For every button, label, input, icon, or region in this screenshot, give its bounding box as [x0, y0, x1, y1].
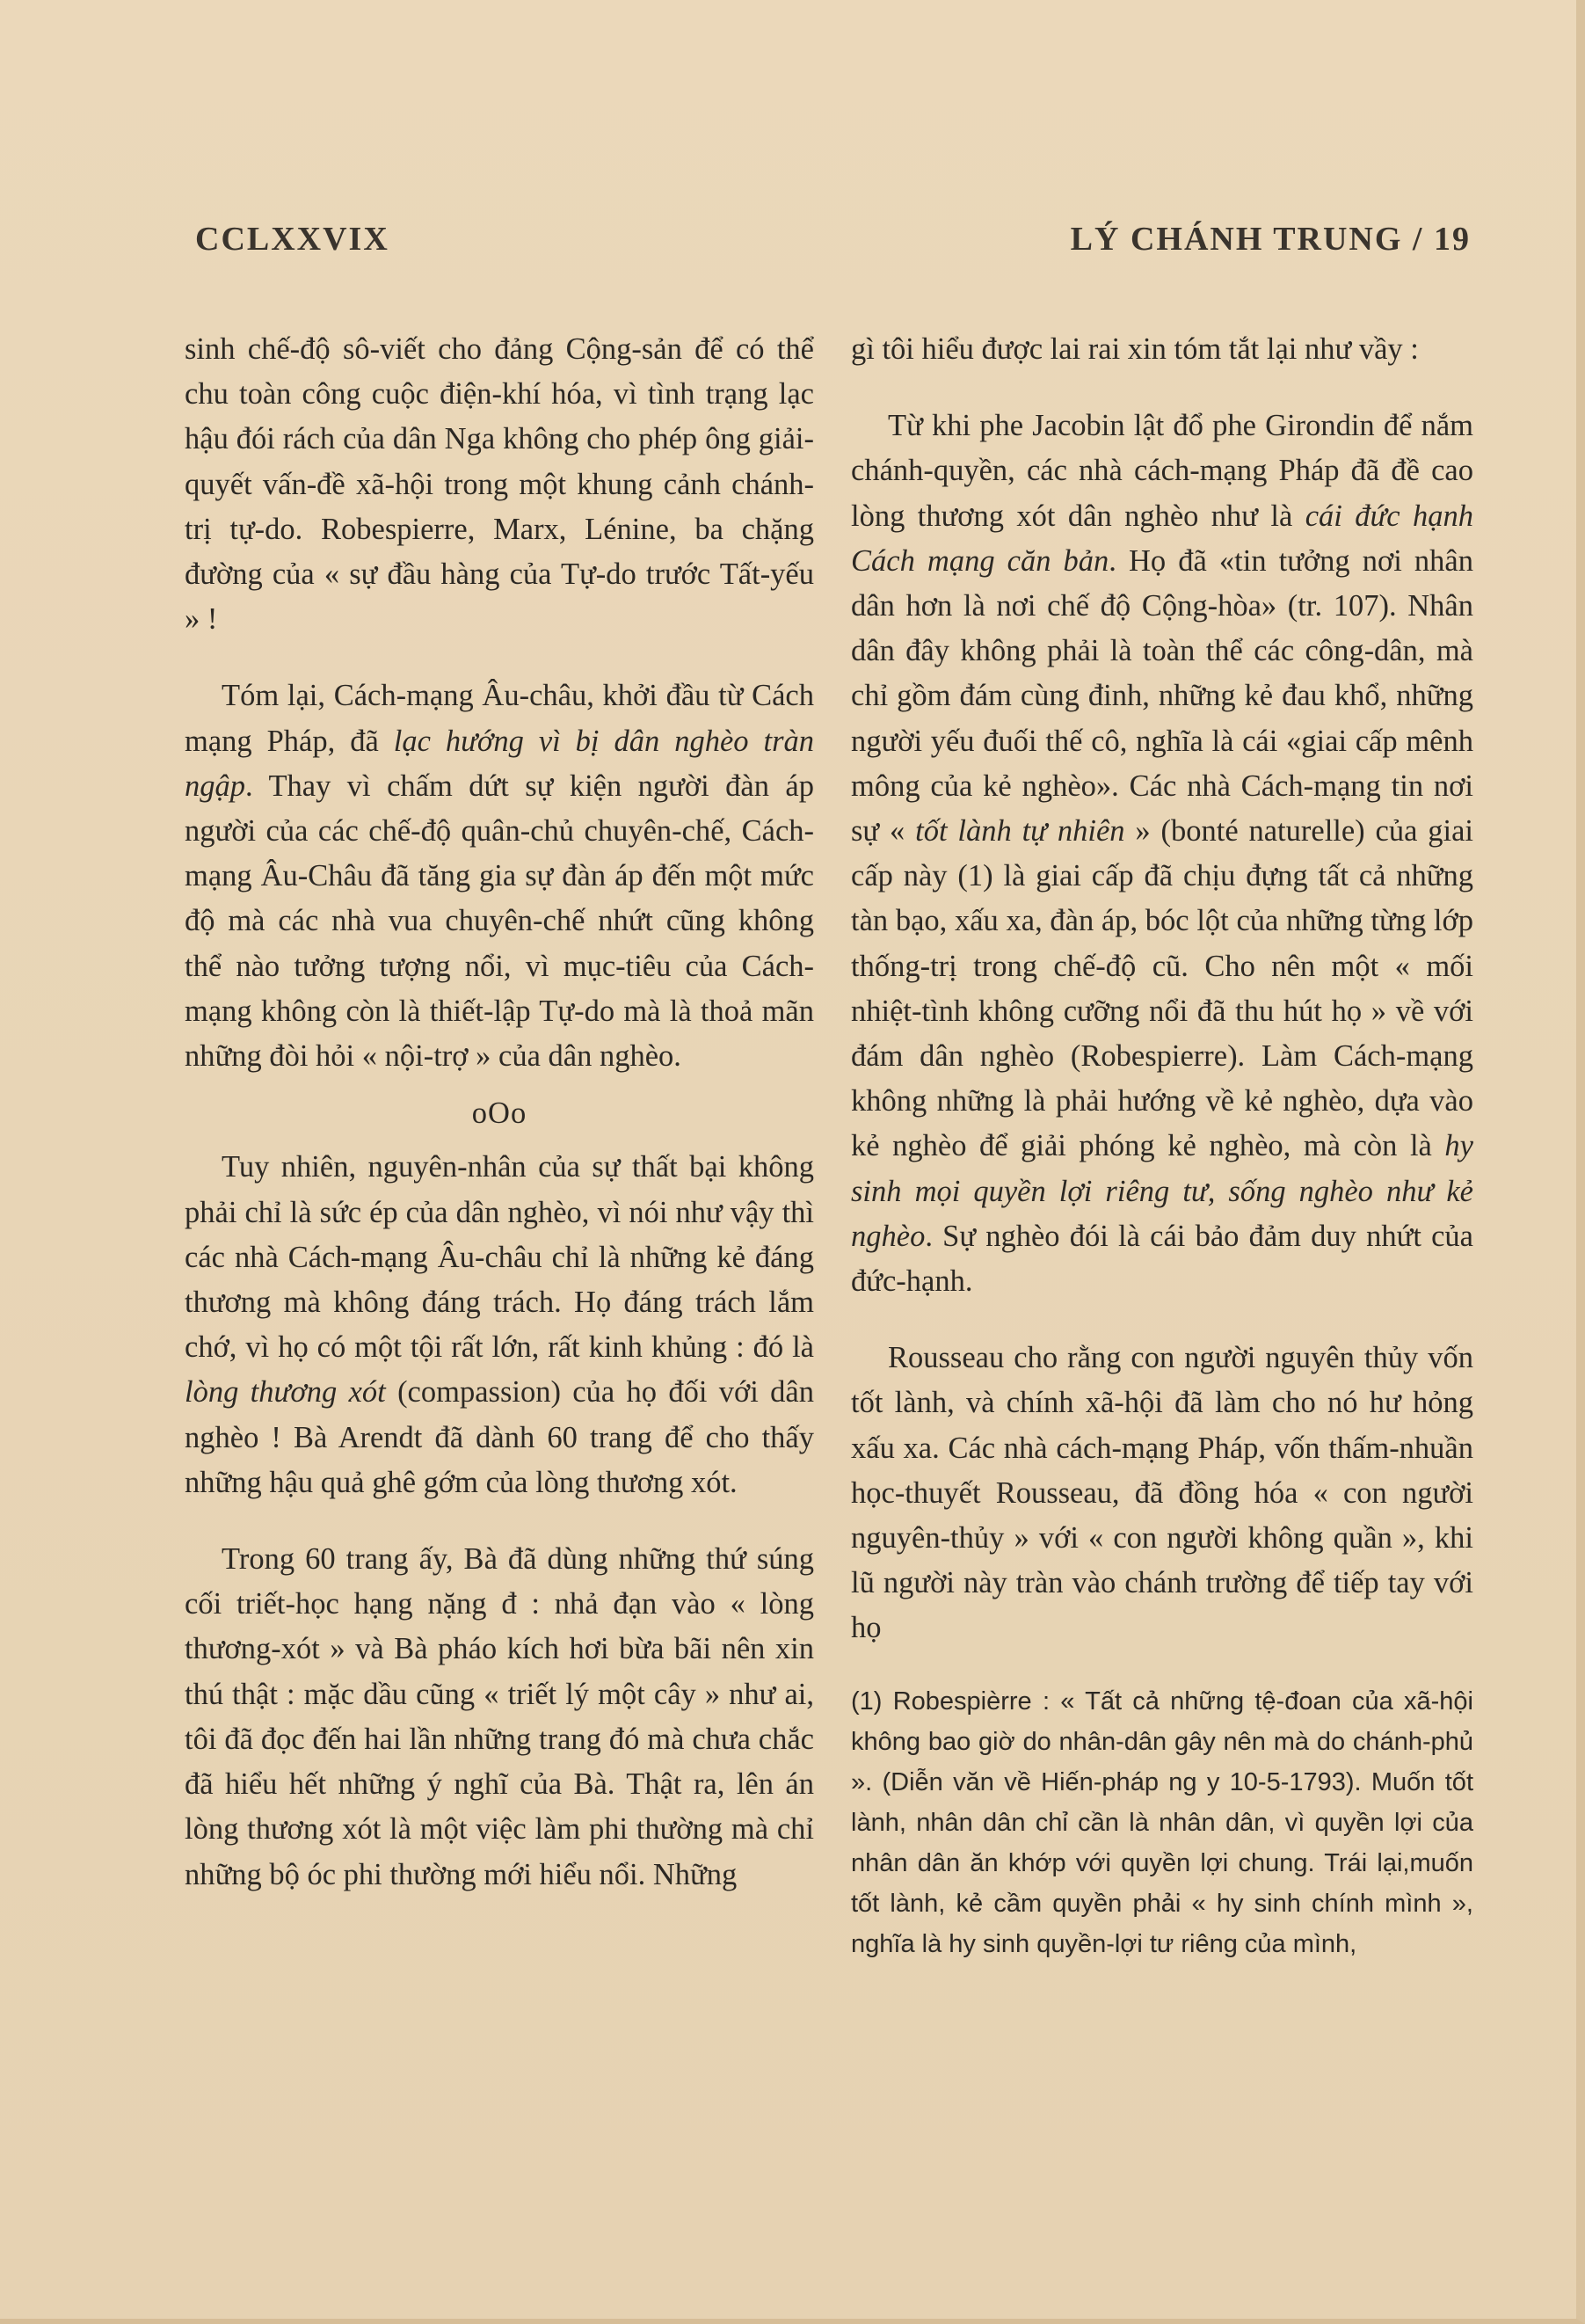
italic-text: lòng thương xót: [185, 1375, 386, 1410]
text-run: . Sự nghèo đói là cái bảo đảm duy nhứt của đức-hạnh.: [851, 1219, 1473, 1299]
text-run: . Thay vì chấm dứt sự kiện người đàn áp người của các chế-độ quân-chủ chuyên-chế, Cách-mạng Âu-Châu đã tăng gia sự đàn áp đến một mức độ mà các nhà vua chuyên-chế nhứt cũng không thể nào tưởng tượng nổi, vì mục-tiêu của Cách-mạng không còn là thiết-lập Tự-do mà là thoả mãn những đòi hỏi « nội-trợ » của dân nghèo.: [185, 769, 814, 1074]
header-author-page-number: LÝ CHÁNH TRUNG / 19: [1070, 221, 1471, 258]
text-run: Trong 60 trang ấy, Bà đã dùng những thứ súng cối triết-học hạng nặng đ : nhả đạn vào « lòng thương-xót » và Bà pháo kích hơi bừa bãi nên xin thú thật : mặc dầu cũng « triết lý một cây » như ai, tôi đã đọc đến hai lần những trang đó mà chưa chắc đã hiểu hết những ý nghĩ của Bà. Thật ra, lên án lòng thương xót là một việc làm phi thường mà chỉ những bộ óc phi thường mới hiểu nổi. Những: [185, 1542, 814, 1891]
paragraph: [851, 327, 1473, 372]
text-run: oOo: [471, 1096, 527, 1131]
text-run: (compassion) của họ đối với dân nghèo ! Bà Arendt đã dành 60 trang để cho thấy những hậu quả ghê gớm của lòng thương xót.: [185, 1375, 814, 1499]
paragraph: [185, 1537, 814, 1898]
paragraph: [185, 1145, 814, 1505]
paragraph-gap: [851, 372, 1473, 404]
text-run: Tuy nhiên, nguyên-nhân của sự thất bại không phải chỉ là sức ép của dân nghèo, vì nói như vậy thì các nhà Cách-mạng Âu-châu chỉ là những kẻ đáng thương mà không đáng trách. Họ đáng trách lắm chớ, vì họ có một tội rất lớn, rất kinh khủng : đó là: [185, 1150, 814, 1365]
italic-text: hy sinh mọi quyền lợi riêng tư, sống nghèo như kẻ nghèo: [851, 1129, 1473, 1253]
footnote: [851, 1681, 1473, 1964]
text-run: gì tôi hiểu được lai rai xin tóm tắt lại như vầy :: [851, 332, 1419, 366]
paragraph: [851, 404, 1473, 1304]
text-run: Từ khi phe Jacobin lật đổ phe Girondin để nắm chánh-quyền, các nhà cách-mạng Pháp đã đề cao lòng thương xót dân nghèo như là: [851, 409, 1473, 533]
paragraph: [185, 674, 814, 1079]
text-run: sinh chế-độ sô-viết cho đảng Cộng-sản để có thể chu toàn công cuộc điện-khí hóa, vì tình trạng lạc hậu đói rách của dân Nga không cho phép ông giải-quyết vấn-đề xã-hội trong một khung cảnh chánh-trị tự-do. Robespierre, Marx, Lénine, ba chặng đường của « sự đầu hàng của Tự-do trước Tất-yếu » !: [185, 332, 814, 637]
italic-text: tốt lành tự nhiên: [915, 814, 1125, 849]
header-page-code: CCLXXVIX: [195, 221, 389, 258]
text-run: . Họ đã «tin tưởng nơi nhân dân hơn là nơi chế độ Cộng-hòa» (tr. 107). Nhân dân đây không phải là toàn thể các công-dân, mà chỉ gồm đám cùng đinh, những kẻ đau khổ, những người yếu đuối thế cô, nghĩa là cái «giai cấp mênh mông của kẻ nghèo». Các nhà Cách-mạng tin nơi sự «: [851, 543, 1473, 849]
footnote-text: (1) Robespièrre : « Tất cả những tệ-đoan của xã-hội không bao giờ do nhân-dân gây nên mà do chánh-phủ ». (Diễn văn về Hiến-pháp ng y 10-5-1793). Muốn tốt lành, nhân dân chỉ cần là nhân dân, vì quyền lợi của nhân dân ăn khớp với quyền lợi chung. Trái lại,muốn tốt lành, kẻ cầm quyền phải « hy sinh chính mình », nghĩa là hy sinh quyền-lợi tư riêng của mình,: [851, 1687, 1473, 1958]
section-separator: [185, 1091, 814, 1136]
paragraph: [185, 327, 814, 642]
right-text-column: [851, 327, 1473, 1964]
paragraph: [851, 1336, 1473, 1650]
text-run: Rousseau cho rằng con người nguyên thủy vốn tốt lành, và chính xã-hội đã làm cho nó hư hỏng xấu xa. Các nhà cách-mạng Pháp, vốn thấm-nhuần học-thuyết Rousseau, đã đồng hóa « con người nguyên-thủy » với « con người không quần », khi lũ người này tràn vào chánh trường để tiếp tay với họ: [851, 1341, 1473, 1645]
text-run: » (bonté naturelle) của giai cấp này (1) là giai cấp đã chịu đựng tất cả những tàn bạo, xấu xa, đàn áp, bóc lột của những từng lớp thống-trị trong chế-độ cũ. Cho nên một « mối nhiệt-tình không cưỡng nổi đã thu hút họ » về với đám dân nghèo (Robespierre). Làm Cách-mạng không những là phải hướng về kẻ nghèo, dựa vào kẻ nghèo để giải phóng kẻ nghèo, mà còn là: [851, 814, 1474, 1163]
paragraph-gap: [185, 642, 814, 674]
italic-text: lạc hướng vì bị dân nghèo tràn ngập: [185, 724, 814, 803]
paragraph-gap: [851, 1304, 1473, 1336]
italic-text: cái đức hạnh Cách mạng căn bản: [851, 499, 1474, 578]
paragraph-gap: [185, 1505, 814, 1537]
running-header: [195, 220, 1471, 264]
left-text-column: [185, 327, 814, 1898]
right-column-body: [851, 327, 1473, 1651]
text-run: Tóm lại, Cách-mạng Âu-châu, khởi đầu từ Cách mạng Pháp, đã: [185, 679, 814, 758]
